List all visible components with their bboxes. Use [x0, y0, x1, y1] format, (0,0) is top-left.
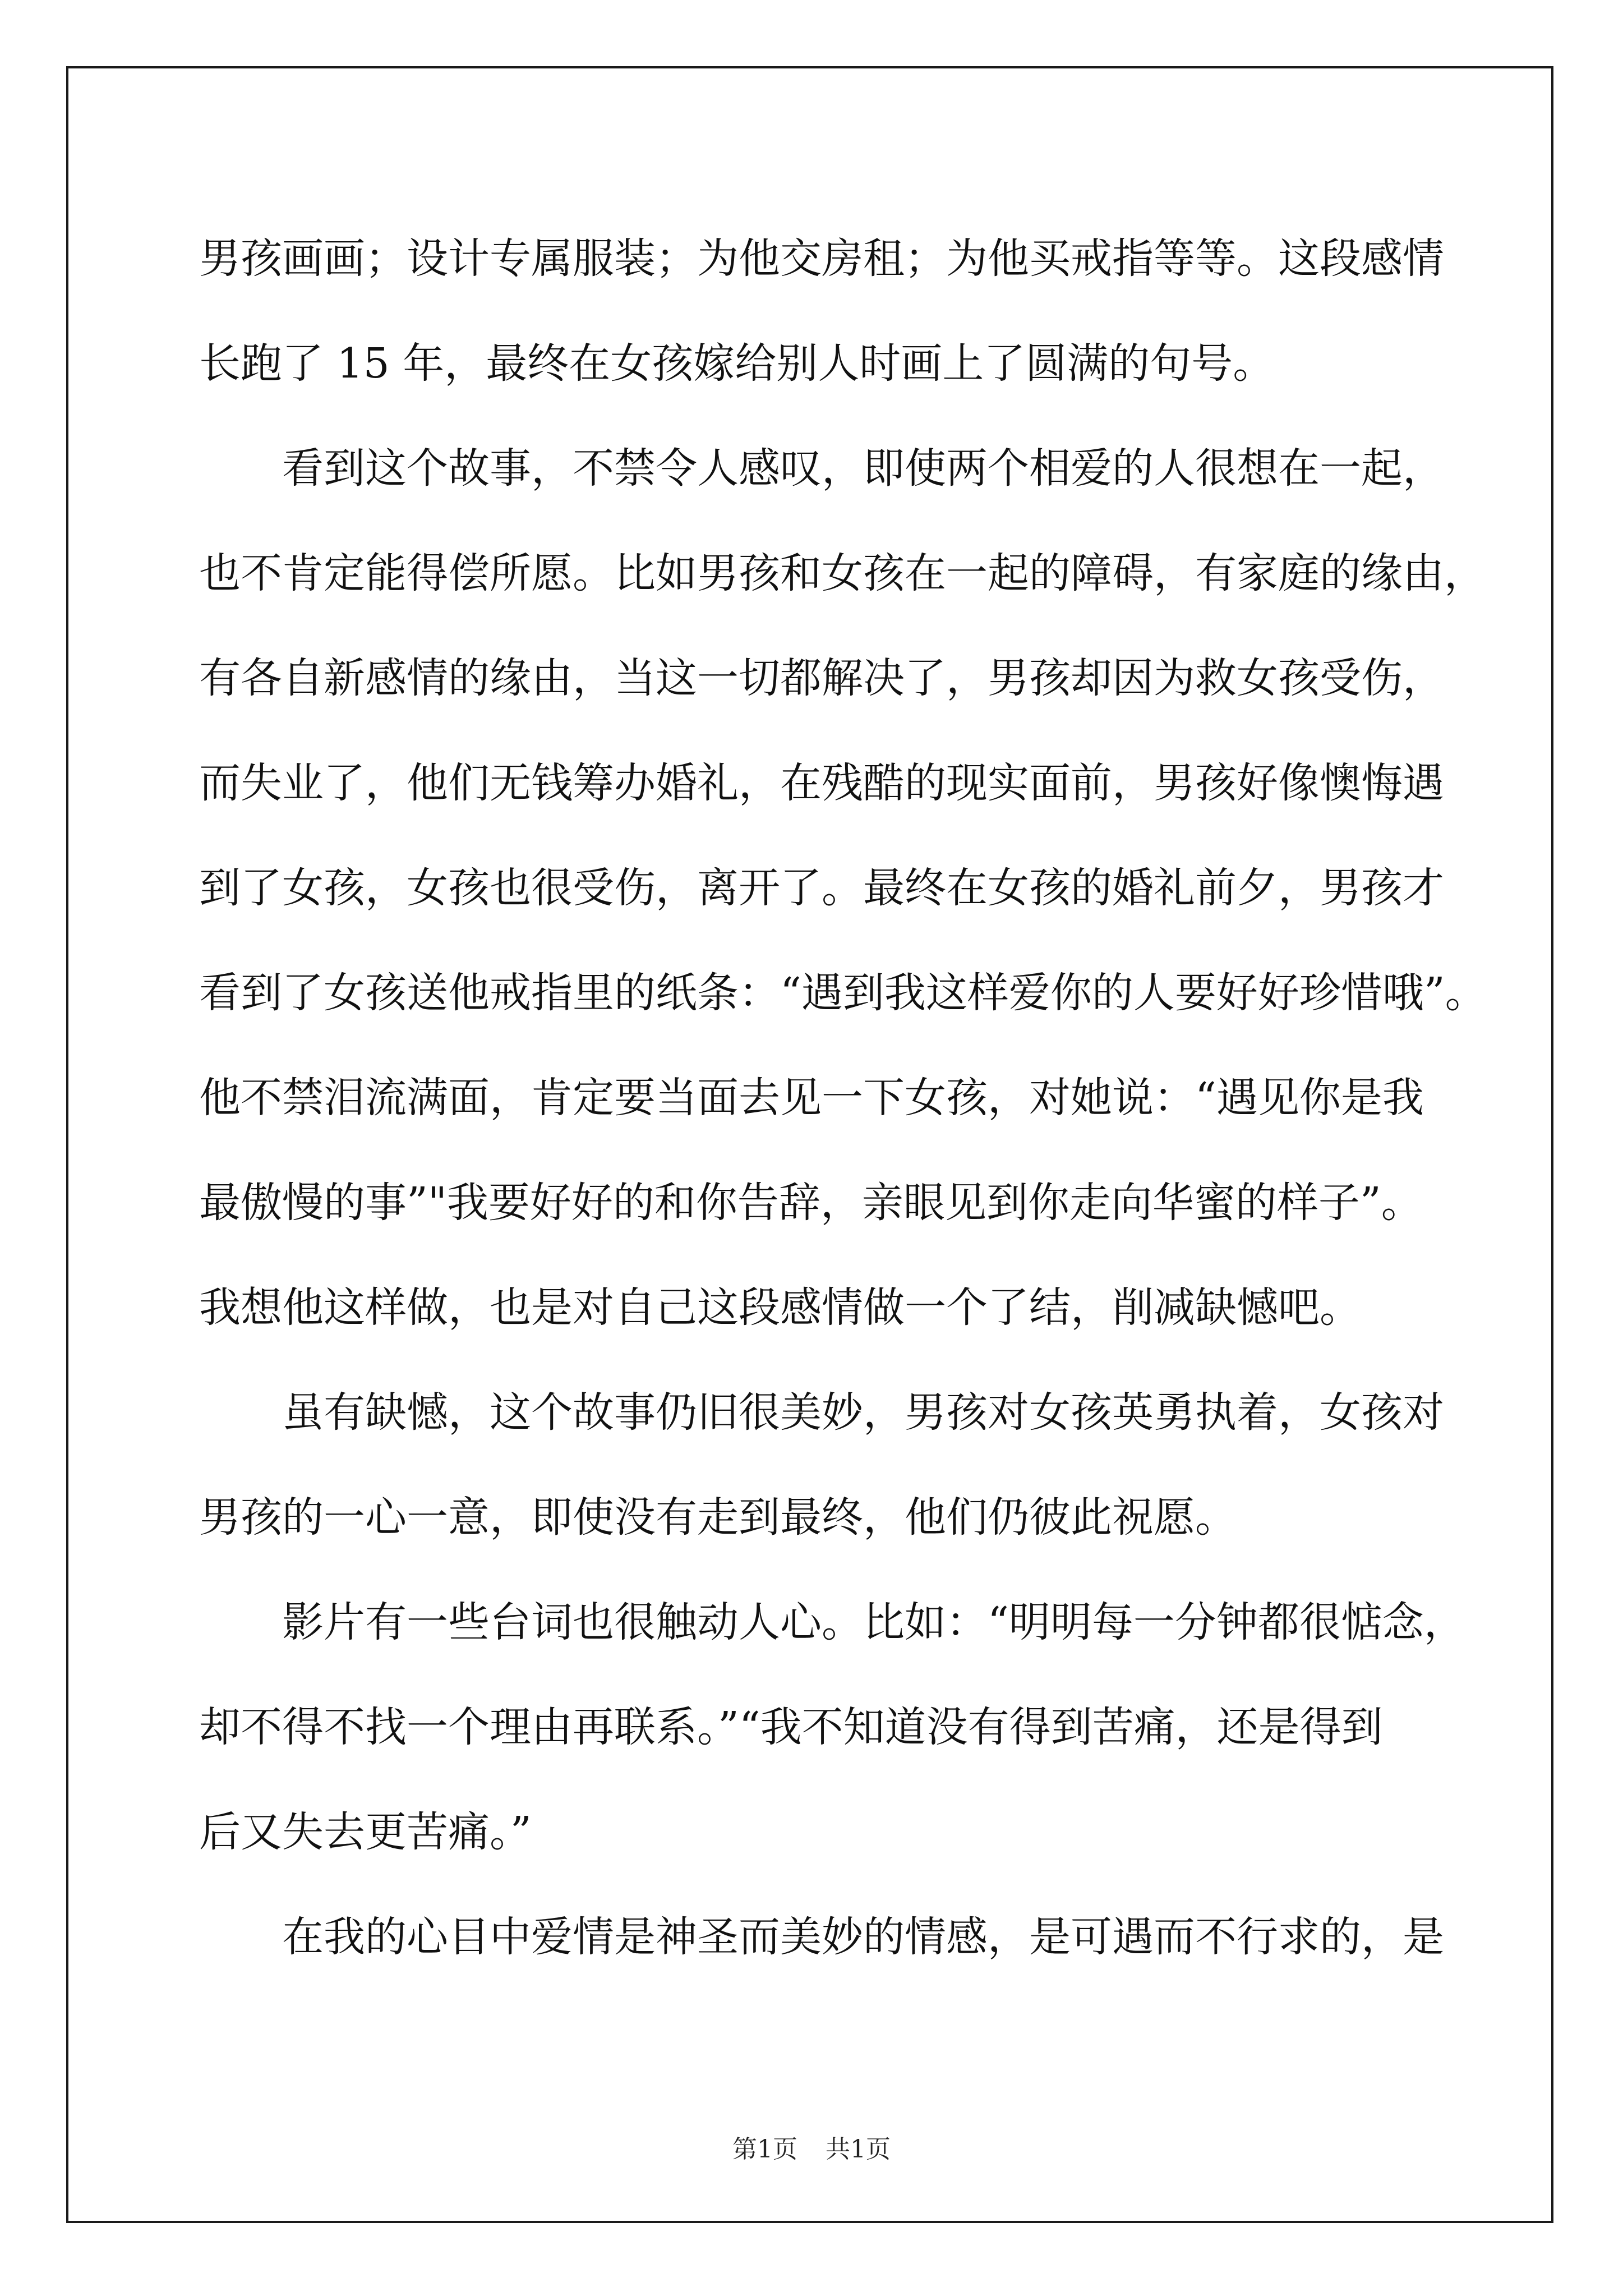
text-line: 有各自新感情的缘由，当这一切都解决了，男孩却因为救女孩受伤，: [199, 654, 1444, 702]
text-line: 而失业了，他们无钱筹办婚礼，在残酷的现实面前，男孩好像懊悔遇: [199, 759, 1444, 807]
page-number: 第1页: [732, 2135, 797, 2164]
page-total: 共1页: [826, 2135, 891, 2164]
text-line: 到了女孩，女孩也很受伤，离开了。最终在女孩的婚礼前夕，男孩才: [199, 864, 1444, 912]
document-body: [199, 206, 1487, 1990]
text-line: 却不得不找一个理由再联系。”“我不知道没有得到苦痛，还是得到: [199, 1703, 1383, 1751]
text-line: 影片有一些台词也很触动人心。比如：“明明每一分钟都很惦念，: [282, 1598, 1465, 1646]
text-line: 最傲慢的事”"我要好好的和你告辞，亲眼见到你走向华蜜的样子”。: [199, 1179, 1423, 1227]
text-line: 虽有缺憾，这个故事仍旧很美妙，男孩对女孩英勇执着，女孩对: [282, 1388, 1444, 1437]
text-line: 看到这个故事，不禁令人感叹，即使两个相爱的人很想在一起，: [282, 444, 1444, 493]
text-line: 也不肯定能得偿所愿。比如男孩和女孩在一起的障碍，有家庭的缘由，: [199, 549, 1486, 597]
text-line: 看到了女孩送他戒指里的纸条：“遇到我这样爱你的人要好好珍惜哦”。: [199, 969, 1487, 1017]
text-line: 男孩画画；设计专属服装；为他交房租；为他买戒指等等。这段感情: [199, 234, 1444, 283]
text-line: 男孩的一心一意，即使没有走到最终，他们仍彼此祝愿。: [199, 1493, 1237, 1542]
text-line: 他不禁泪流满面，肯定要当面去见一下女孩，对她说：“遇见你是我: [199, 1074, 1424, 1122]
text-line: 在我的心目中爱情是神圣而美妙的情感，是可遇而不行求的，是: [282, 1913, 1444, 1961]
text-line: 后又失去更苦痛。”: [199, 1808, 532, 1856]
page-footer: [0, 2129, 1623, 2165]
text-line: 长跑了 15 年，最终在女孩嫁给别人时画上了圆满的句号。: [199, 339, 1275, 388]
text-line: 我想他这样做，也是对自己这段感情做一个了结，削减缺憾吧。: [199, 1283, 1361, 1332]
